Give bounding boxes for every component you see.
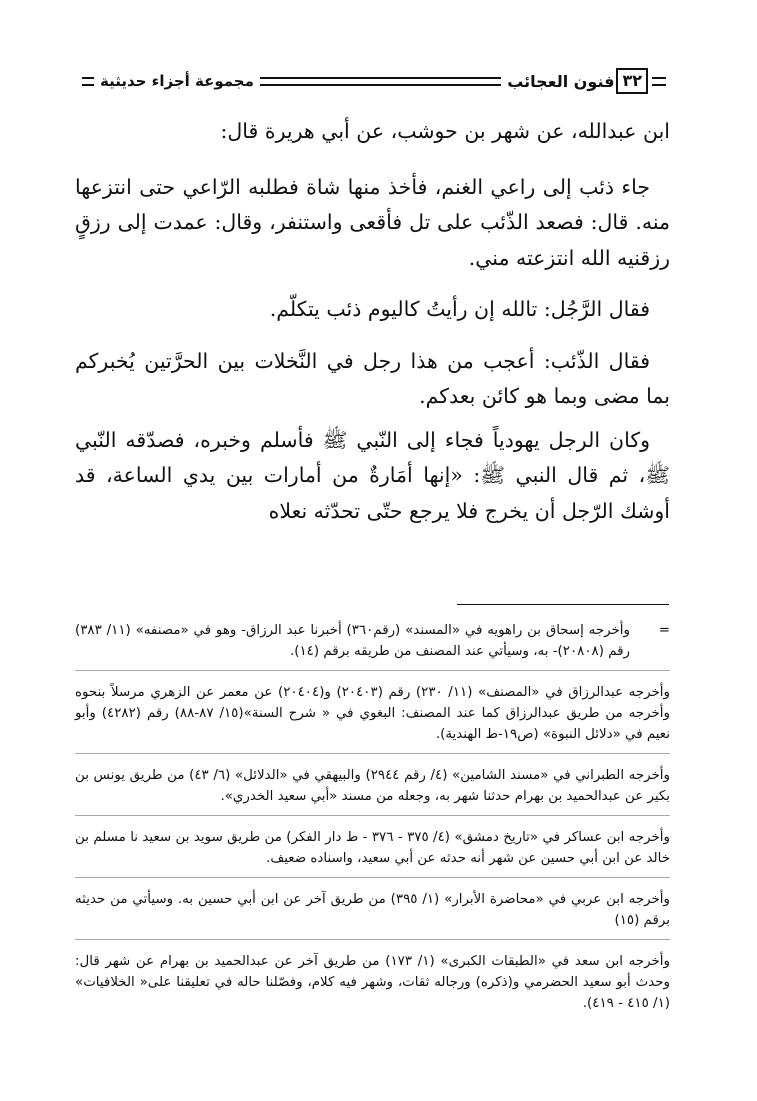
text-paragraph: ابن عبدالله، عن شهر بن حوشب، عن أبي هريرة قال: [220,119,670,143]
running-header [78,68,670,94]
footnote-text: وأخرجه إسحاق بن راهويه في «المسند» (رقم٣٦٠) أخبرنا عبد الرزاق- وهو في «مصنفه» (١١/ ٣٨٣) رقم (٢٠٨٠٨)- به، وسيأتي عند المصنف من طريقه برقم (١٤). [75,623,630,659]
header-rule-right [652,77,666,86]
footnote: وأخرجه الطبراني في «مسند الشامين» (٤/ رقم ٢٩٤٤) والبيهقي في «الدلائل» (٦/ ٤٣) من طريق يونس بن بكير عن عبدالحميد بن بهرام حدثنا شهر به، وجعله من مسند «أبي سعيد الخدري». [75,765,670,816]
footnote: وأخرجه ابن عربي في «محاضرة الأبرار» (١/ ٣٩٥) من طريق آخر عن ابن أبي حسين به. وسيأتي من حديثه برقم (١٥) [75,889,670,940]
collection-title: مجموعة أجزاء حديثية [100,72,254,90]
main-text [75,114,670,545]
continuation-mark: = [658,623,670,638]
header-rule-middle [260,77,501,86]
text-paragraph: فقال الذّئب: أعجب من هذا رجل في النَّخلات بين الحرَّتين يُخبركم بما مضى وبما هو كائن بعدكم. [75,348,670,408]
footnote: وأخرجه عبدالرزاق في «المصنف» (١١/ ٢٣٠) رقم (٢٠٤٠٣) و(٢٠٤٠٤) عن معمر عن الزهري مرسلاً بنحوه وأخرجه من طريق عبدالرزاق كما عند المصنف: البغوي في « شرح السنة»(١٥/ ٨٧-٨٨) رقم (٤٢٨٢) وأبو نعيم في «دلائل النبوة» (ص١٩-ط الهندية). [75,682,670,754]
page-number: ٣٢ [616,68,648,94]
text-paragraph: جاء ذئب إلى راعي الغنم، فأخذ منها شاة فطلبه الرّاعي حتى انتزعها منه. قال: فصعد الذّئب على تل فأقعى واستنفر، وقال: عمدت إلى رزقٍ رزقنيه الله انتزعته مني. [75,174,670,270]
footnote: وأخرجه ابن سعد في «الطبقات الكبرى» (١/ ١٧٣) من طريق آخر عن عبدالحميد بن بهرام عن شهر قال: وحدث أبو سعيد الحضرمي و(ذكره) ورجاله ثقات، وشهر فيه كلام، وفصّلنا حاله في تعليقنا على« الخلافيات» (١/ ٤١٥ - ٤١٩). [75,954,670,1011]
text-paragraph: فقال الرَّجُل: تالله إن رأيتُ كاليوم ذئب يتكلّم. [269,297,650,321]
footnote-separator [457,604,669,605]
book-title: فنون العجائب [507,71,615,91]
footnote [75,620,670,671]
header-rule-left [82,77,94,86]
footnotes [75,620,670,1033]
footnote: وأخرجه ابن عساكر في «تاريخ دمشق» (٤/ ٣٧٥ - ٣٧٦ - ط دار الفكر) من طريق سويد بن سعيد نا مسلم بن خالد عن ابن أبي حسين عن شهر أنه حدثه عن أبي سعيد، واسناده ضعيف. [75,827,670,878]
text-paragraph: وكان الرجل يهودياً فجاء إلى النّبي ﷺ فأسلم وخبره، فصدّقه النّبي ﷺ، ثم قال النبي ﷺ: «إنها أمَارةٌ من أمارات بين يدي الساعة، قد أوشك الرّجل أن يخرج فلا يرجع حتّى تحدّثه نعلاه [75,427,670,523]
